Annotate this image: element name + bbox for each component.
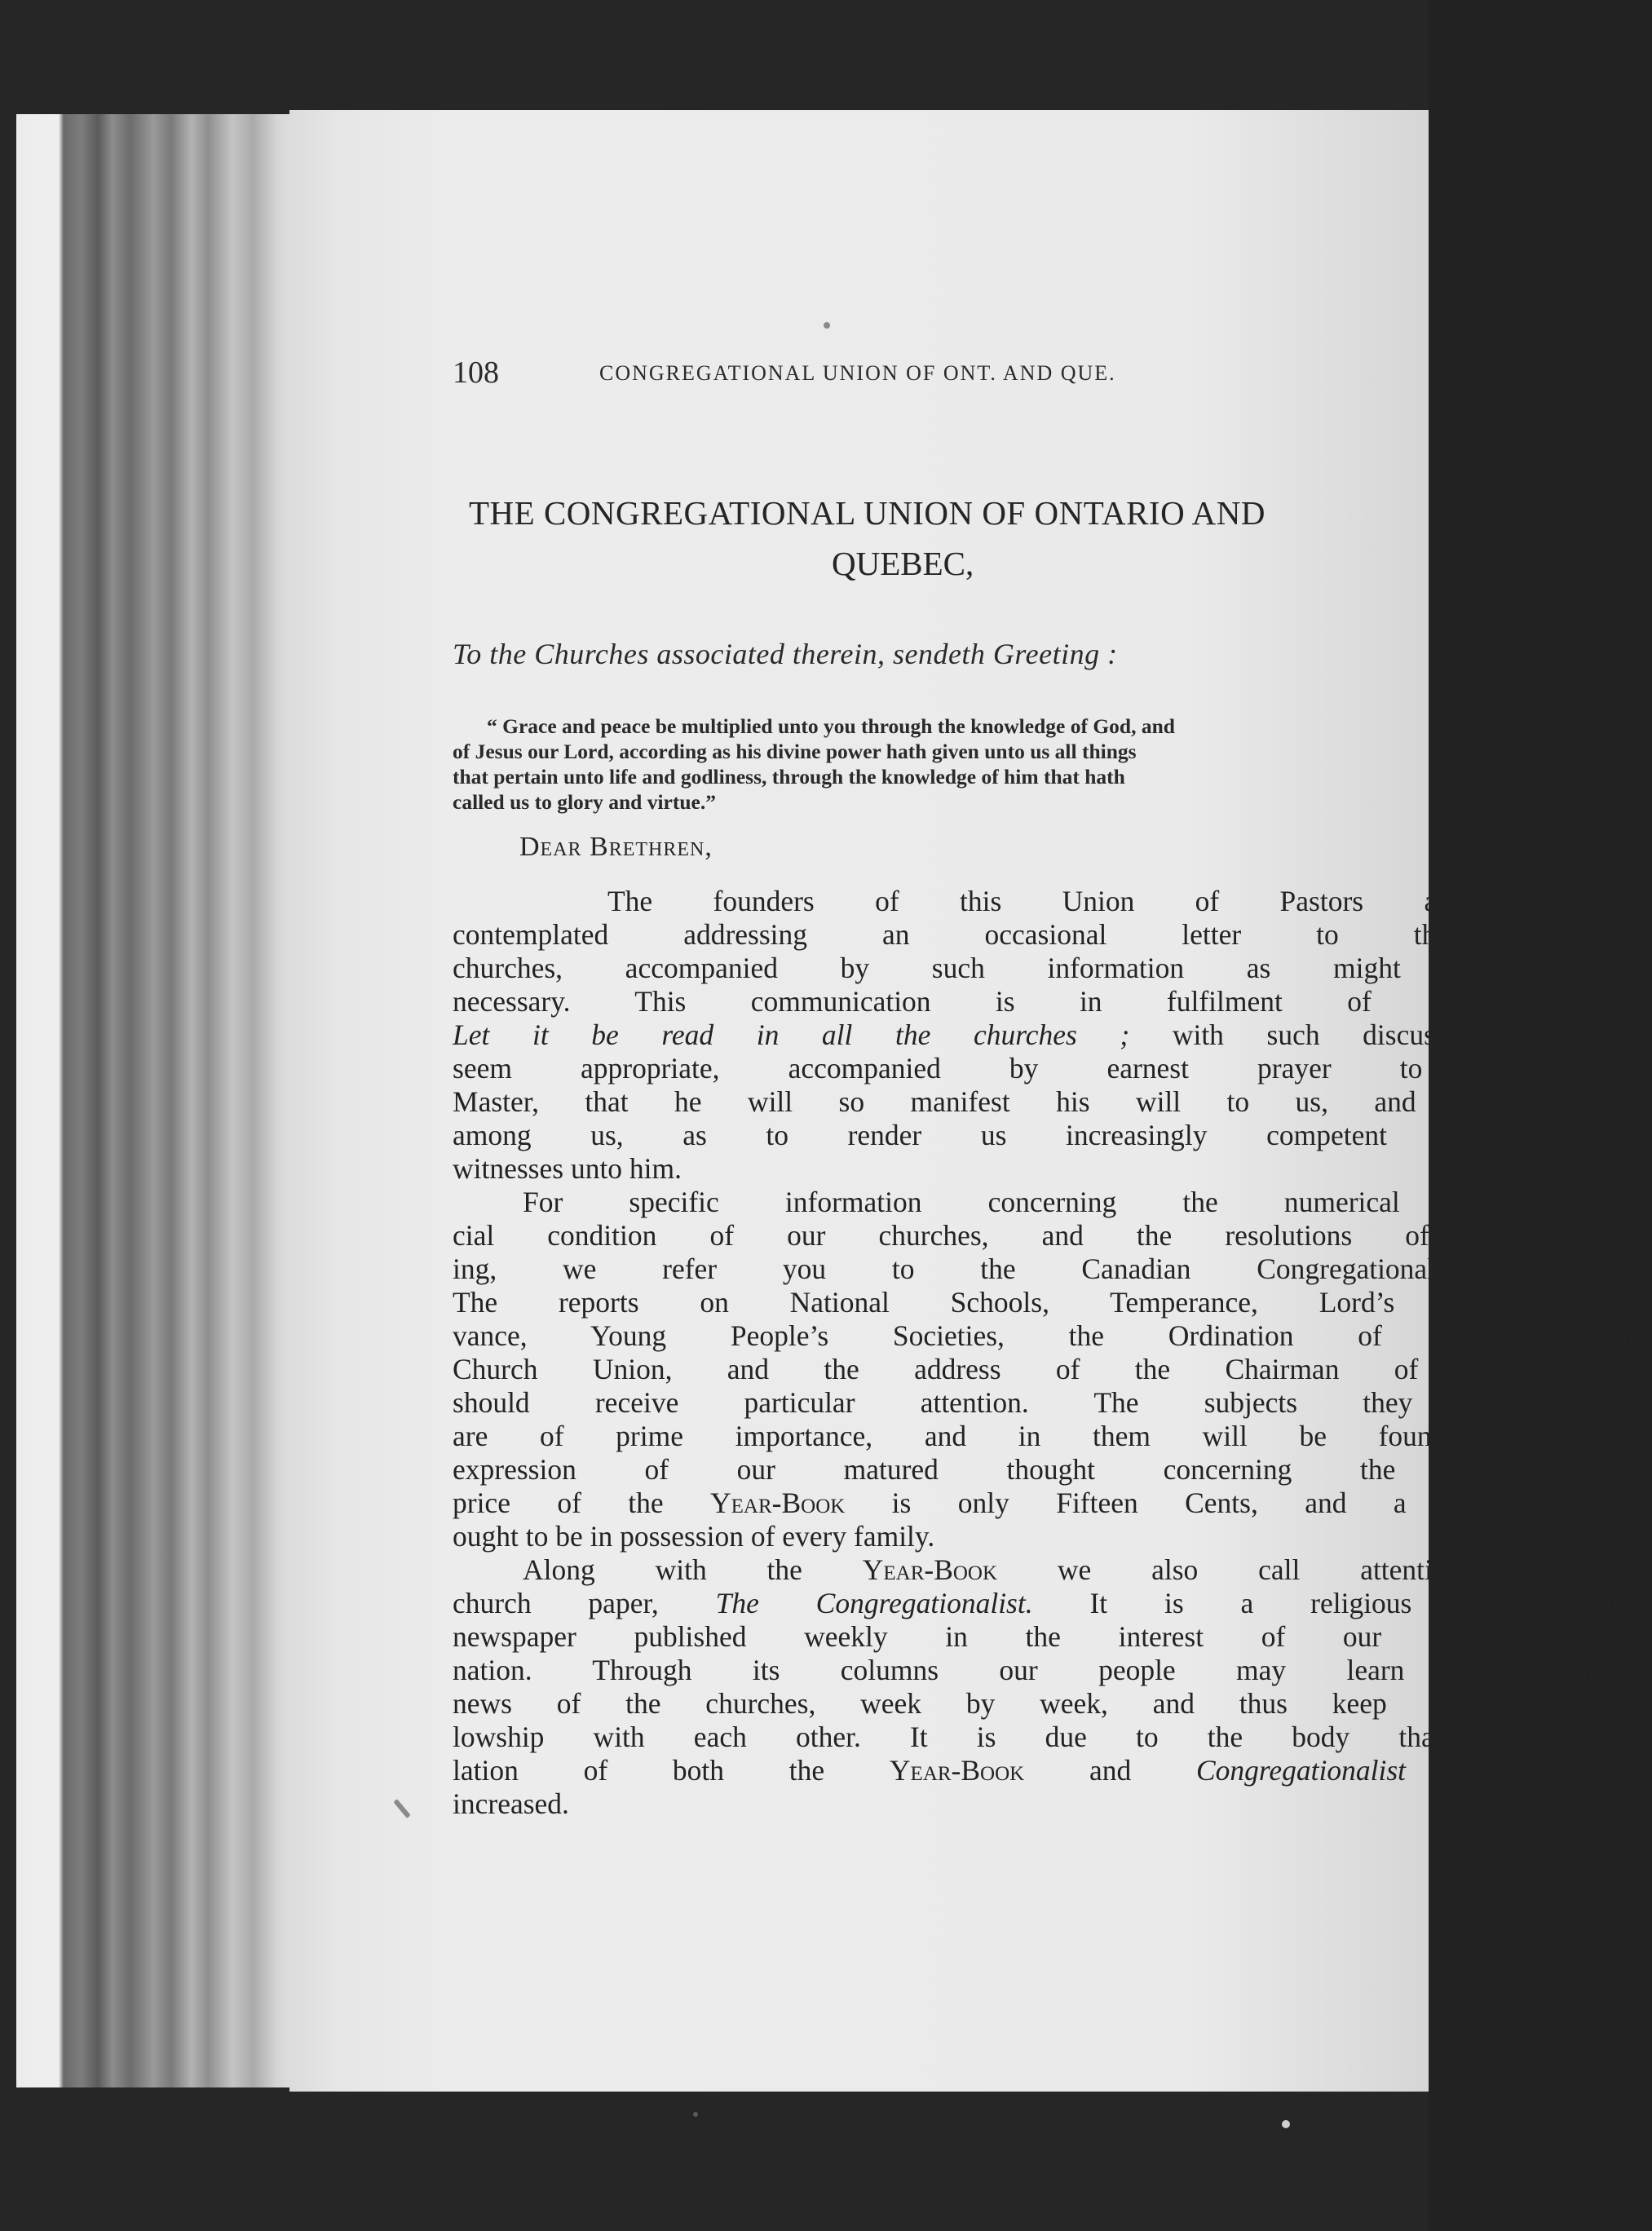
yearbook-title: Year-Book [710,1487,846,1519]
body-line: vance, Young People’s Societies, the Ordination of Pastors, and [453,1319,1643,1352]
body-line: churches, accompanied by such information as might be deemed [453,952,1643,984]
page-number: 108 [453,356,499,390]
body-line: The founders of this Union of Pastors and Churches, [607,885,1643,917]
scan-speck [693,2112,698,2117]
greeting-line: To the Churches associated therein, sendeth Greeting : [453,638,1118,670]
body-line: lowship with each other. It is due to the body that the circu- [453,1721,1643,1753]
body-line: contemplated addressing an occasional letter to the associated [453,918,1643,951]
yearbook-title: Year-Book [862,1553,998,1586]
body-line-text: lation of both the [453,1754,890,1787]
body-line: should receive particular attention. The subjects they deal with [453,1386,1643,1419]
body-line: are of prime importance, and in them will be found a careful [453,1420,1643,1452]
scan-speck [393,1799,410,1818]
body-line: among us, as to render us increasingly competent and efficient [453,1119,1643,1151]
body-line: For specific information concerning the numerical and finan- [523,1186,1643,1218]
body-line-text: ing, we refer you to the Canadian Congregational [453,1252,1501,1285]
book-page-edges [16,114,294,2087]
body-line [453,1487,1643,1520]
body-line: ought to be in possession of every family. [453,1520,935,1553]
scan-speck [1282,2120,1290,2128]
body-line-rest: with such discussion as may [1129,1018,1643,1051]
body-line-text: is only Fifteen Cents, and a copy of it [845,1487,1644,1519]
body-line: nation. Through its columns our people may learn the current [453,1654,1643,1686]
heading-line-1: THE CONGREGATIONAL UNION OF ONTARIO AND [469,494,1266,532]
body-line [453,1587,1643,1620]
quote-line: of Jesus our Lord, according as his divine power hath given unto us all things [453,740,1137,763]
heading-line-2: QUEBEC, [832,545,974,582]
body-line: increased. [453,1787,569,1820]
body-line: expression of our matured thought concerning the same. The [453,1453,1643,1486]
body-line: cial condition of our churches, and the resolutions of this meet- [453,1219,1643,1252]
body-line: Master, that he will so manifest his will to us, and his presence [453,1085,1643,1118]
body-line [453,1018,1643,1052]
body-line: news of the churches, week by week, and thus keep in close fel- [453,1687,1643,1720]
body-line: Church Union, and the address of the Chairman of the Union, [453,1353,1643,1385]
body-line-text: church paper, [453,1587,716,1619]
yearbook-title: Year-Book [889,1754,1025,1787]
body-line-text: Along with the [523,1553,863,1586]
quote-line: called us to glory and virtue.” [453,790,716,814]
book-page [289,110,1644,2092]
scan-speck [824,322,830,329]
running-head-title: CONGREGATIONAL UNION OF ONT. AND QUE. [599,361,1116,385]
yearbook-title: Year-Book. [1500,1252,1643,1285]
body-line: necessary. This communication is in fulfilment of that purpose. [453,985,1643,1018]
running-head [453,355,1513,404]
body-line-text: and [1024,1754,1196,1787]
body-line-text: price of the [453,1487,710,1519]
body-line: The reports on National Schools, Temperance, Lord’s Day Obser- [453,1286,1643,1319]
body-line: witnesses unto him. [453,1152,682,1185]
quote-line: that pertain unto life and godliness, through the knowledge of him that hath [453,765,1125,789]
italic-instruction: Let it be read in all the churches ; [453,1018,1130,1051]
newspaper-title: The Congregationalist. [715,1587,1033,1619]
body-line [453,1553,1643,1587]
letter-heading [453,493,1651,616]
letter-body [453,885,1643,1821]
body-line-text: It is a religious and family [1032,1587,1643,1619]
body-line [453,1754,1643,1787]
quote-line: “ Grace and peace be multiplied unto you through the knowledge of God, and [487,714,1175,738]
body-line-text: be largely [1406,1754,1643,1787]
body-line: seem appropriate, accompanied by earnest prayer to the One [453,1052,1643,1085]
salutation: Dear Brethren, [519,832,713,862]
body-line [453,1252,1643,1286]
body-line-text: we also call attention to our [997,1553,1644,1586]
scripture-quote [453,713,1627,815]
body-line: newspaper published weekly in the interest of our own denomi- [453,1620,1643,1653]
newspaper-title: Congregationalist [1195,1754,1407,1787]
